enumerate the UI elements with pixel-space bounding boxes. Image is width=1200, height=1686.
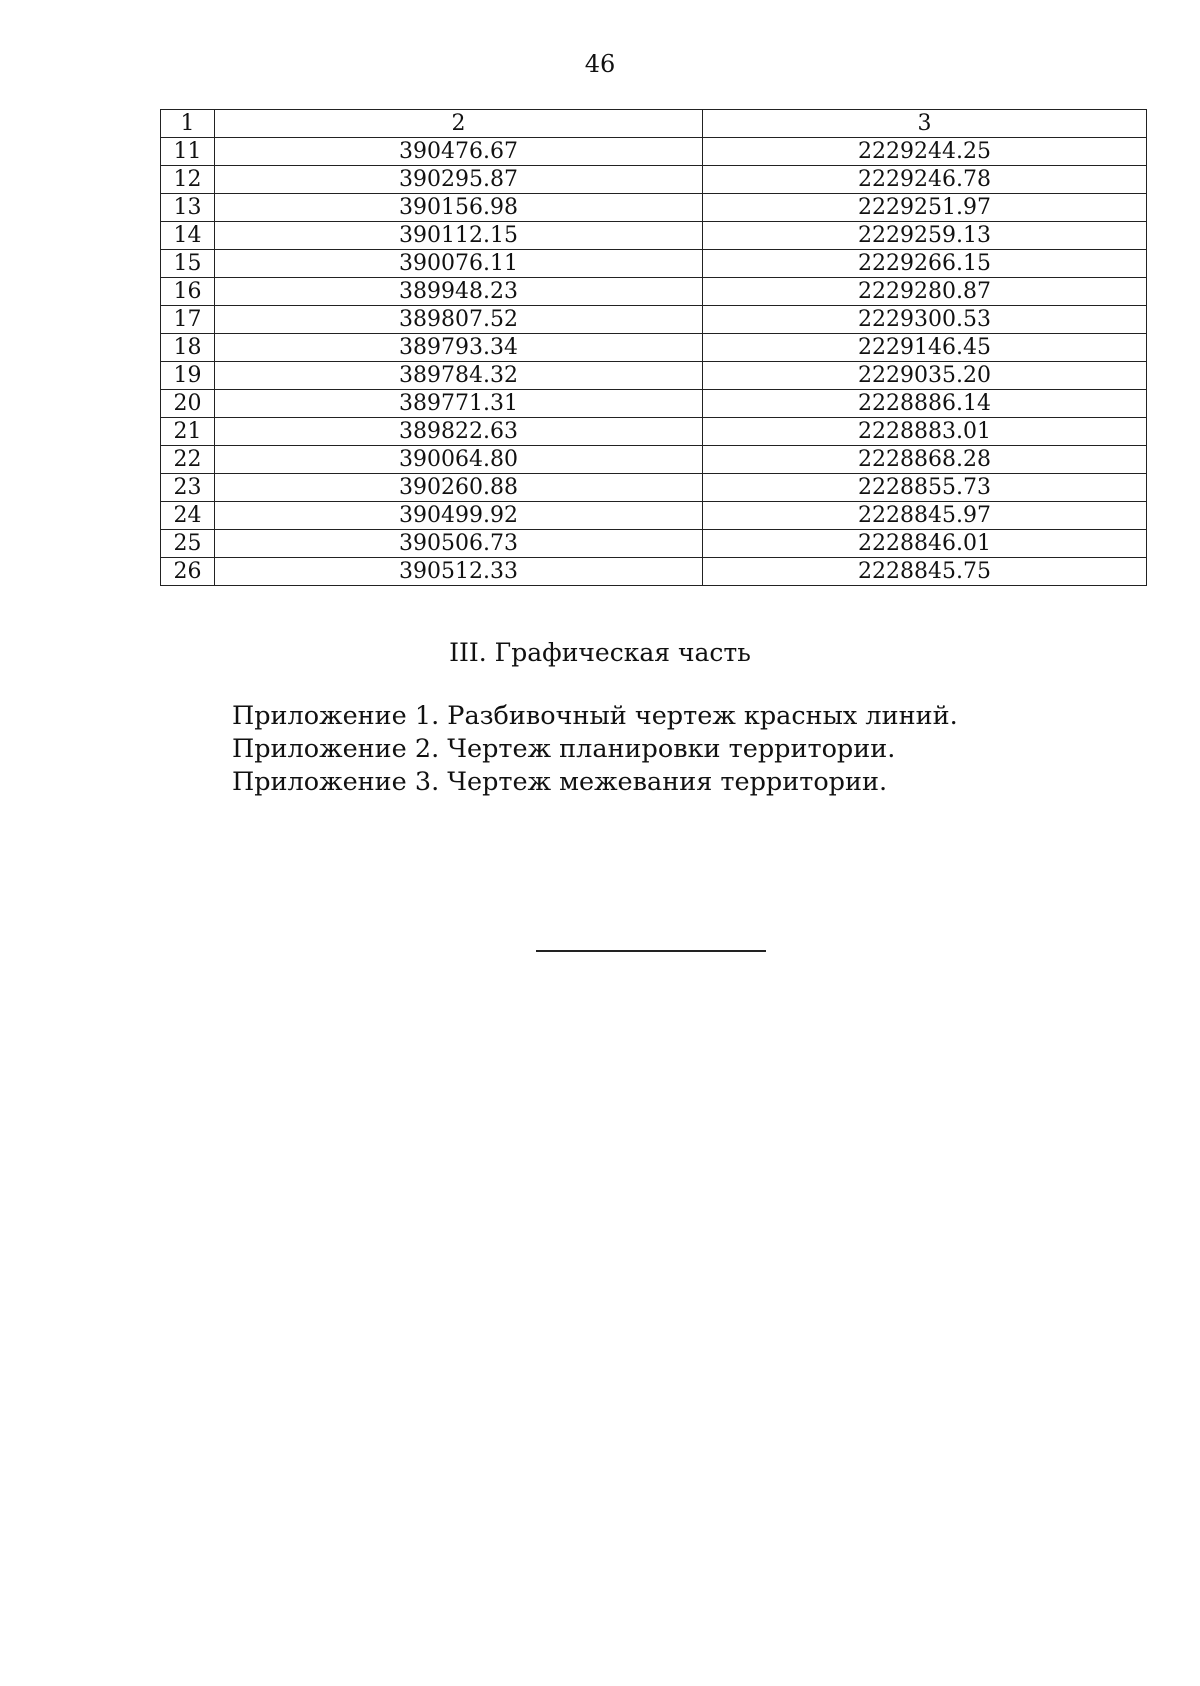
table-row bbox=[161, 250, 1147, 278]
x-coordinate-cell: 390295.87 bbox=[215, 166, 703, 194]
y-coordinate-cell: 2228845.97 bbox=[703, 502, 1147, 530]
coordinates-table bbox=[160, 109, 1147, 586]
y-coordinate-cell: 2229246.78 bbox=[703, 166, 1147, 194]
section-title: III. Графическая часть bbox=[449, 638, 751, 667]
end-divider-line bbox=[536, 950, 766, 952]
point-number-cell: 18 bbox=[161, 334, 215, 362]
table-row bbox=[161, 222, 1147, 250]
table-row bbox=[161, 558, 1147, 586]
y-coordinate-cell: 2229266.15 bbox=[703, 250, 1147, 278]
point-number-cell: 23 bbox=[161, 474, 215, 502]
x-coordinate-cell: 390064.80 bbox=[215, 446, 703, 474]
point-number-cell: 15 bbox=[161, 250, 215, 278]
x-coordinate-cell: 390156.98 bbox=[215, 194, 703, 222]
header-cell-point: 1 bbox=[161, 110, 215, 138]
point-number-cell: 13 bbox=[161, 194, 215, 222]
table-row bbox=[161, 138, 1147, 166]
table-row bbox=[161, 362, 1147, 390]
point-number-cell: 22 bbox=[161, 446, 215, 474]
x-coordinate-cell: 389793.34 bbox=[215, 334, 703, 362]
table-row bbox=[161, 278, 1147, 306]
x-coordinate-cell: 389948.23 bbox=[215, 278, 703, 306]
point-number-cell: 20 bbox=[161, 390, 215, 418]
table-row bbox=[161, 306, 1147, 334]
y-coordinate-cell: 2229146.45 bbox=[703, 334, 1147, 362]
y-coordinate-cell: 2229259.13 bbox=[703, 222, 1147, 250]
y-coordinate-cell: 2228883.01 bbox=[703, 418, 1147, 446]
y-coordinate-cell: 2228868.28 bbox=[703, 446, 1147, 474]
x-coordinate-cell: 389784.32 bbox=[215, 362, 703, 390]
appendix-item: Приложение 2. Чертеж планировки территории. bbox=[232, 734, 896, 764]
table-row bbox=[161, 502, 1147, 530]
table-row bbox=[161, 390, 1147, 418]
x-coordinate-cell: 390476.67 bbox=[215, 138, 703, 166]
x-coordinate-cell: 389822.63 bbox=[215, 418, 703, 446]
x-coordinate-cell: 390112.15 bbox=[215, 222, 703, 250]
x-coordinate-cell: 390499.92 bbox=[215, 502, 703, 530]
y-coordinate-cell: 2229280.87 bbox=[703, 278, 1147, 306]
x-coordinate-cell: 390506.73 bbox=[215, 530, 703, 558]
y-coordinate-cell: 2229300.53 bbox=[703, 306, 1147, 334]
table-row bbox=[161, 474, 1147, 502]
point-number-cell: 17 bbox=[161, 306, 215, 334]
appendix-item: Приложение 3. Чертеж межевания территории. bbox=[232, 767, 888, 797]
point-number-cell: 11 bbox=[161, 138, 215, 166]
header-cell-x: 2 bbox=[215, 110, 703, 138]
point-number-cell: 16 bbox=[161, 278, 215, 306]
table-header-row bbox=[161, 110, 1147, 138]
y-coordinate-cell: 2228886.14 bbox=[703, 390, 1147, 418]
point-number-cell: 24 bbox=[161, 502, 215, 530]
point-number-cell: 19 bbox=[161, 362, 215, 390]
page-number: 46 bbox=[584, 50, 616, 78]
table-row bbox=[161, 194, 1147, 222]
table-row bbox=[161, 418, 1147, 446]
header-cell-y: 3 bbox=[703, 110, 1147, 138]
table-row bbox=[161, 446, 1147, 474]
x-coordinate-cell: 389807.52 bbox=[215, 306, 703, 334]
y-coordinate-cell: 2229035.20 bbox=[703, 362, 1147, 390]
appendix-list bbox=[232, 700, 958, 799]
x-coordinate-cell: 390512.33 bbox=[215, 558, 703, 586]
y-coordinate-cell: 2229251.97 bbox=[703, 194, 1147, 222]
table-row bbox=[161, 530, 1147, 558]
table-row bbox=[161, 166, 1147, 194]
x-coordinate-cell: 390076.11 bbox=[215, 250, 703, 278]
appendix-item: Приложение 1. Разбивочный чертеж красных линий. bbox=[232, 701, 958, 731]
point-number-cell: 21 bbox=[161, 418, 215, 446]
y-coordinate-cell: 2228855.73 bbox=[703, 474, 1147, 502]
point-number-cell: 25 bbox=[161, 530, 215, 558]
y-coordinate-cell: 2228845.75 bbox=[703, 558, 1147, 586]
x-coordinate-cell: 389771.31 bbox=[215, 390, 703, 418]
table-row bbox=[161, 334, 1147, 362]
x-coordinate-cell: 390260.88 bbox=[215, 474, 703, 502]
y-coordinate-cell: 2229244.25 bbox=[703, 138, 1147, 166]
point-number-cell: 26 bbox=[161, 558, 215, 586]
y-coordinate-cell: 2228846.01 bbox=[703, 530, 1147, 558]
point-number-cell: 14 bbox=[161, 222, 215, 250]
point-number-cell: 12 bbox=[161, 166, 215, 194]
